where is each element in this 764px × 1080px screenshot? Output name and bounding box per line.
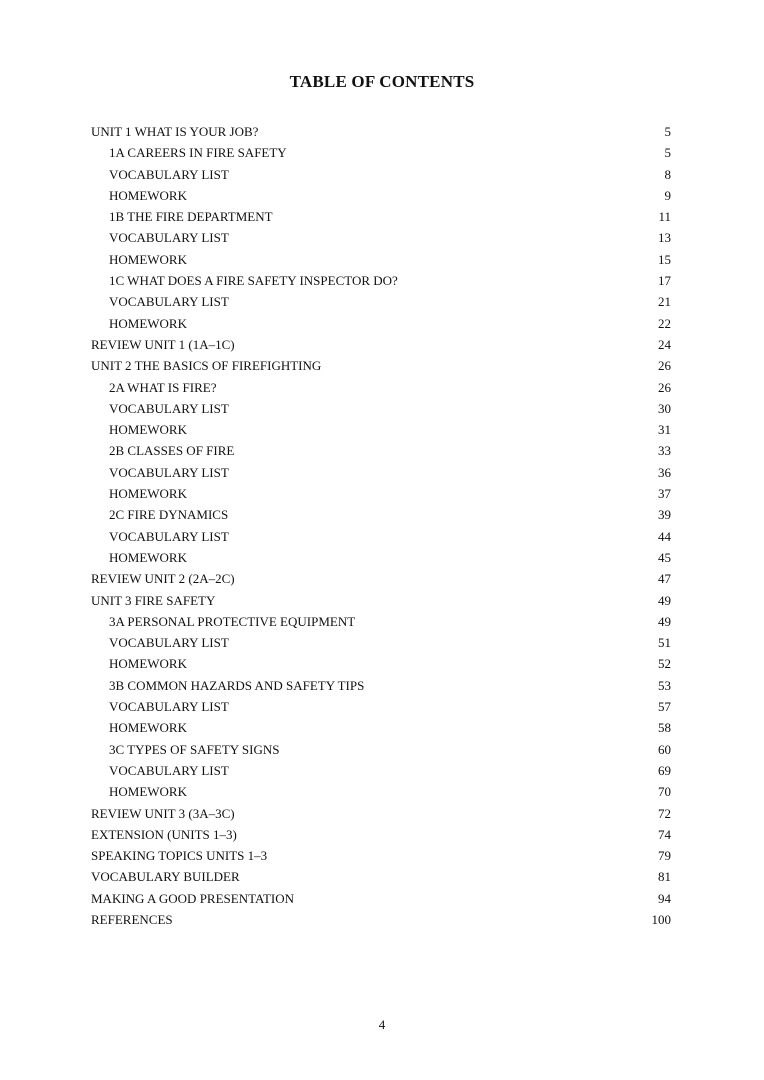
dot-leader <box>188 327 657 328</box>
toc-entry[interactable] <box>91 845 671 866</box>
toc-entry-page: 5 <box>664 124 671 139</box>
toc-entry[interactable] <box>91 590 671 611</box>
toc-entry[interactable] <box>91 121 671 142</box>
toc-entry[interactable] <box>91 888 671 909</box>
toc-entry-label: EXTENSION (UNITS 1–3) <box>91 826 237 842</box>
toc-entry-label: HOMEWORK <box>109 422 187 438</box>
toc-entry-label: 2B CLASSES OF FIRE <box>109 443 235 459</box>
toc-entry[interactable] <box>91 632 671 653</box>
toc-entry-label: HOMEWORK <box>109 720 187 736</box>
toc-entry-page: 70 <box>658 784 671 800</box>
toc-entry-label: SPEAKING TOPICS UNITS 1–3 <box>91 848 268 864</box>
toc-entry[interactable] <box>91 313 671 334</box>
toc-entry-label: 2A WHAT IS FIRE? <box>109 379 217 395</box>
toc-entry-label: HOMEWORK <box>109 187 187 203</box>
toc-entry-page: 39 <box>658 507 671 523</box>
toc-entry-label: VOCABULARY BUILDER <box>91 869 240 885</box>
dot-leader <box>230 646 657 647</box>
toc-entry[interactable] <box>91 249 671 270</box>
dot-leader <box>235 454 657 455</box>
toc-entry[interactable] <box>91 909 671 930</box>
toc-entry-page: 69 <box>658 762 671 778</box>
toc-entry-label: UNIT 3 FIRE SAFETY <box>91 592 216 608</box>
toc-entry[interactable] <box>91 227 671 248</box>
toc-entry-page: 60 <box>658 741 671 757</box>
toc-entry-label: 1C WHAT DOES A FIRE SAFETY INSPECTOR DO? <box>109 273 398 289</box>
dot-leader <box>236 348 657 349</box>
dot-leader <box>365 689 657 690</box>
toc-entry-page: 52 <box>658 656 671 672</box>
toc-entry[interactable] <box>91 675 671 696</box>
toc-entry-label: REVIEW UNIT 2 (2A–2C) <box>91 571 235 587</box>
dot-leader <box>288 156 664 157</box>
dot-leader <box>188 497 657 498</box>
dot-leader <box>188 561 657 562</box>
toc-entry-page: 30 <box>658 400 671 416</box>
toc-entry-page: 94 <box>658 890 671 906</box>
toc-entry[interactable] <box>91 462 671 483</box>
dot-leader <box>236 582 657 583</box>
toc-entry-label: HOMEWORK <box>109 656 187 672</box>
dot-leader <box>188 263 657 264</box>
toc-entry-page: 47 <box>658 571 671 587</box>
toc-entry-label: VOCABULARY LIST <box>109 166 229 182</box>
toc-entry-page: 57 <box>658 699 671 715</box>
dot-leader <box>230 710 657 711</box>
toc-entry-label: HOMEWORK <box>109 315 187 331</box>
toc-entry-label: 2C FIRE DYNAMICS <box>109 507 229 523</box>
toc-entry-label: VOCABULARY LIST <box>109 699 229 715</box>
toc-entry[interactable] <box>91 866 671 887</box>
toc-entry-page: 24 <box>658 336 671 352</box>
toc-entry[interactable] <box>91 760 671 781</box>
page-title: TABLE OF CONTENTS <box>289 72 475 91</box>
toc-entry-page: 33 <box>658 443 671 459</box>
toc-entry-page: 53 <box>658 677 671 693</box>
toc-entry-page: 13 <box>658 230 671 246</box>
toc-entry-label: UNIT 1 WHAT IS YOUR JOB? <box>91 124 259 139</box>
toc-entry[interactable] <box>91 717 671 738</box>
dot-leader <box>281 753 658 754</box>
toc-entry-label: VOCABULARY LIST <box>109 400 229 416</box>
toc-entry-page: 49 <box>658 592 671 608</box>
toc-entry[interactable] <box>91 803 671 824</box>
toc-entry-label: VOCABULARY LIST <box>109 528 229 544</box>
dot-leader <box>230 412 657 413</box>
toc-entry[interactable] <box>91 483 671 504</box>
toc-entry-page: 100 <box>651 911 671 927</box>
dot-leader <box>229 518 657 519</box>
toc-entry-page: 44 <box>658 528 671 544</box>
dot-leader <box>218 391 658 392</box>
toc-entry-page: 72 <box>658 805 671 821</box>
dot-leader <box>322 369 657 370</box>
table-of-contents <box>91 121 671 930</box>
toc-entry-label: VOCABULARY LIST <box>109 635 229 651</box>
dot-leader <box>174 923 651 924</box>
toc-entry-page: 79 <box>658 848 671 864</box>
toc-entry-label: HOMEWORK <box>109 251 187 267</box>
toc-entry-page: 49 <box>658 613 671 629</box>
toc-entry[interactable] <box>91 547 671 568</box>
toc-entry[interactable] <box>91 504 671 525</box>
toc-entry-label: VOCABULARY LIST <box>109 294 229 310</box>
toc-entry[interactable] <box>91 824 671 845</box>
toc-entry-page: 15 <box>658 251 671 267</box>
dot-leader <box>188 433 657 434</box>
toc-entry-label: VOCABULARY LIST <box>109 464 229 480</box>
dot-leader <box>236 817 657 818</box>
toc-entry-page: 17 <box>658 273 671 289</box>
toc-entry-label: REVIEW UNIT 1 (1A–1C) <box>91 336 235 352</box>
dot-leader <box>268 859 657 860</box>
toc-entry[interactable] <box>91 653 671 674</box>
dot-leader <box>241 880 657 881</box>
toc-entry-page: 58 <box>658 720 671 736</box>
dot-leader <box>216 604 657 605</box>
toc-entry-label: VOCABULARY LIST <box>109 762 229 778</box>
toc-entry-label: UNIT 2 THE BASICS OF FIREFIGHTING <box>91 358 322 374</box>
toc-entry-label: REFERENCES <box>91 911 173 927</box>
toc-entry-page: 51 <box>658 635 671 651</box>
dot-leader <box>230 476 657 477</box>
toc-entry-label: HOMEWORK <box>109 486 187 502</box>
toc-entry-page: 5 <box>664 145 671 161</box>
toc-entry[interactable] <box>91 270 671 291</box>
toc-entry-label: REVIEW UNIT 3 (3A–3C) <box>91 805 235 821</box>
toc-entry-page: 22 <box>658 315 671 331</box>
toc-entry-label: 3A PERSONAL PROTECTIVE EQUIPMENT <box>109 613 356 629</box>
toc-entry[interactable] <box>91 164 671 185</box>
dot-leader <box>230 241 657 242</box>
dot-leader <box>399 284 657 285</box>
toc-entry-page: 45 <box>658 549 671 565</box>
toc-entry-label: MAKING A GOOD PRESENTATION <box>91 890 294 906</box>
toc-entry-page: 36 <box>658 464 671 480</box>
toc-entry[interactable] <box>91 568 671 589</box>
toc-entry[interactable] <box>91 696 671 717</box>
toc-entry-page: 26 <box>658 379 671 395</box>
toc-entry[interactable] <box>91 334 671 355</box>
toc-entry[interactable] <box>91 291 671 312</box>
toc-entry-page: 74 <box>658 826 671 842</box>
toc-entry-page: 37 <box>658 486 671 502</box>
toc-entry[interactable] <box>91 781 671 802</box>
page-number: 4 <box>378 1017 386 1032</box>
toc-entry-page: 21 <box>658 294 671 310</box>
toc-entry[interactable] <box>91 739 671 760</box>
toc-entry[interactable] <box>91 526 671 547</box>
toc-entry-label: HOMEWORK <box>109 549 187 565</box>
toc-entry[interactable] <box>91 398 671 419</box>
dot-leader <box>356 625 657 626</box>
toc-entry-page: 8 <box>664 166 671 182</box>
toc-entry[interactable] <box>91 185 671 206</box>
toc-entry-label: 3B COMMON HAZARDS AND SAFETY TIPS <box>109 677 365 693</box>
dot-leader <box>230 305 657 306</box>
dot-leader <box>295 902 657 903</box>
toc-entry-label: 1A CAREERS IN FIRE SAFETY <box>109 145 287 161</box>
toc-entry-label: HOMEWORK <box>109 784 187 800</box>
toc-entry[interactable] <box>91 206 671 227</box>
dot-leader <box>230 178 664 179</box>
toc-entry-page: 81 <box>658 869 671 885</box>
toc-entry[interactable] <box>91 440 671 461</box>
toc-entry[interactable] <box>91 355 671 376</box>
dot-leader <box>230 540 657 541</box>
toc-entry-label: 1B THE FIRE DEPARTMENT <box>109 209 273 225</box>
dot-leader <box>188 199 664 200</box>
toc-entry[interactable] <box>91 377 671 398</box>
dot-leader <box>188 795 657 796</box>
toc-entry-page: 31 <box>658 422 671 438</box>
toc-entry-label: VOCABULARY LIST <box>109 230 229 246</box>
toc-entry[interactable] <box>91 142 671 163</box>
dot-leader <box>230 774 657 775</box>
toc-entry-page: 26 <box>658 358 671 374</box>
dot-leader <box>188 667 657 668</box>
dot-leader <box>274 220 658 221</box>
dot-leader <box>259 135 663 136</box>
toc-entry[interactable] <box>91 419 671 440</box>
dot-leader <box>238 838 657 839</box>
toc-entry-page: 9 <box>664 187 671 203</box>
dot-leader <box>188 731 657 732</box>
toc-entry[interactable] <box>91 611 671 632</box>
toc-entry-label: 3C TYPES OF SAFETY SIGNS <box>109 741 280 757</box>
toc-entry-page: 11 <box>658 209 671 225</box>
